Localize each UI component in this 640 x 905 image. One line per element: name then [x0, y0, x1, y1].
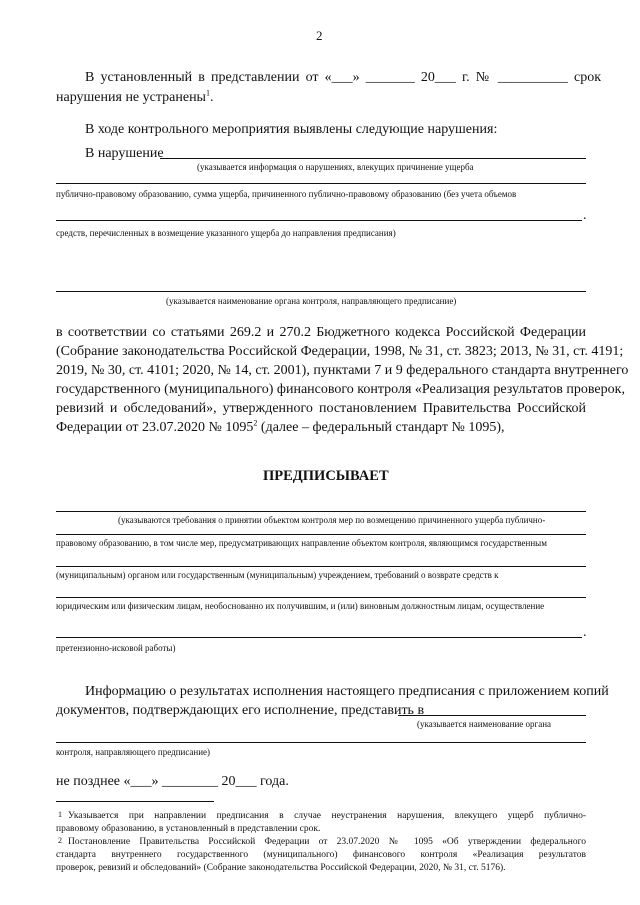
deadline-line — [56, 774, 289, 790]
deadline-blank-year: ___ — [235, 774, 257, 789]
req-hint-1: (указываются требования о принятии объектом контроля мер по возмещению причиненного ущерба публично- — [118, 515, 546, 525]
footnote-1-line-1: Указывается при направлении предписания в случае неустранения нарушения, влекущего ущерб публично- — [68, 811, 586, 821]
intro-blank-month: _______ — [365, 70, 415, 85]
info-authority-line-2 — [56, 742, 586, 743]
deadline-mid: » — [151, 774, 163, 789]
hint-violation: (указывается информация о нарушениях, влекущих причинение ущерба — [197, 162, 474, 172]
info-line-2: документов, подтверждающих его исполнение, представить в — [56, 703, 425, 718]
req-line-5 — [56, 637, 582, 638]
intro-line-2-period: . — [209, 90, 214, 105]
req-line-1 — [56, 511, 586, 512]
footnote-2-line-1: Постановление Правительства Российской Федерации от 23.07.2020 № 1095 «Об утверждении федерального — [68, 837, 586, 847]
req-line-4 — [56, 597, 586, 598]
legal-line-1: в соответствии со статьями 269.2 и 270.2 Бюджетного кодекса Российской Федерации — [56, 325, 586, 340]
deadline-blank-day: ___ — [130, 774, 152, 789]
footnote-1-mark: 1 — [58, 810, 62, 819]
info-authority-line — [398, 715, 586, 716]
req-hint-3: (муниципальным) органом или государственным (муниципальным) учреждением, требований о возврате средств к — [56, 570, 499, 580]
req-hint-5: претензионно-исковой работы) — [56, 643, 176, 653]
intro-line-2-text: нарушения не устранены — [56, 90, 206, 105]
page-number: 2 — [316, 28, 323, 43]
legal-line-5: ревизий и обследований», утвержденного постановлением Правительства Российской — [56, 401, 586, 416]
violations-heading: В ходе контрольного мероприятия выявлены следующие нарушения: — [85, 122, 498, 137]
hint-damage-2: средств, перечисленных в возмещение указанного ущерба до направления предписания) — [56, 228, 396, 238]
hint-info-authority-2: контроля, направляющего предписание) — [56, 747, 211, 757]
intro-line-2 — [56, 90, 213, 106]
intro-year: 20 — [420, 70, 435, 85]
damage-line-1 — [56, 183, 586, 184]
deadline-blank-month: ________ — [162, 774, 219, 789]
req-hint-4: юридическим или физическим лицам, необоснованно их получившим, и (или) виновным должностным лицам, осуществление — [56, 601, 545, 611]
violation-line — [160, 158, 586, 159]
deadline-year: 20 — [218, 774, 236, 789]
info-line-1: Информацию о результатах исполнения настоящего предписания с приложением копий — [85, 684, 609, 699]
damage-line-2-dot: . — [583, 208, 587, 223]
prescribes-heading: ПРЕДПИСЫВАЕТ — [263, 468, 389, 484]
deadline-end: года. — [256, 774, 289, 789]
legal-line-4: государственного (муниципального) финансового контроля «Реализация результатов проверок, — [56, 382, 625, 397]
req-hint-2: правовому образованию, в том числе мер, предусматривающих направление объектом контроля, являющимся государственным — [56, 538, 547, 548]
violation-label: В нарушение — [85, 146, 164, 161]
footnote-ref-2: 2 — [253, 418, 258, 428]
req-line-5-dot: . — [583, 625, 587, 640]
hint-damage-1: публично-правовому образованию, сумма ущерба, причиненного публично-правовому образованию (без учета объемов — [56, 189, 517, 199]
legal-line-3: 2019, № 30, ст. 4101; 2020, № 14, ст. 2001), пунктами 7 и 9 федерального стандарта внутреннего — [56, 363, 629, 378]
damage-line-2 — [56, 220, 582, 221]
hint-info-authority: (указывается наименование органа — [417, 719, 552, 729]
intro-text-start: В установленный в представлении от « — [85, 70, 332, 85]
intro-blank-num: __________ — [497, 70, 568, 85]
intro-text-end: срок — [567, 70, 602, 85]
intro-text-num: г. № — [455, 70, 498, 85]
req-line-3 — [56, 566, 586, 567]
legal-line-6-end: (далее – федеральный стандарт № 1095), — [257, 420, 505, 435]
footnote-separator — [56, 801, 214, 802]
hint-authority: (указывается наименование органа контроля, направляющего предписание) — [166, 296, 457, 306]
footnote-1-line-2: правовому образованию, в установленный в представлении срок. — [56, 824, 321, 834]
footnote-2-mark: 2 — [58, 836, 62, 845]
authority-line — [56, 291, 586, 292]
deadline-start: не позднее « — [56, 774, 131, 789]
intro-line-1 — [85, 70, 601, 86]
legal-line-6-start: Федерации от 23.07.2020 № 1095 — [56, 420, 254, 435]
intro-blank-day: ___ — [331, 70, 353, 85]
legal-line-6 — [56, 420, 505, 436]
req-line-2 — [56, 534, 586, 535]
footnote-ref-1: 1 — [205, 88, 210, 98]
intro-text-mid: » — [352, 70, 366, 85]
footnote-2-line-3: проверок, ревизий и обследований» (Собрание законодательства Российской Федерации, 2020, № 31, ст. 5176). — [56, 863, 506, 873]
footnote-2-line-2: стандарта внутреннего государственного (муниципального) финансового контроля «Реализация результатов — [56, 850, 586, 860]
legal-line-2: (Собрание законодательства Российской Федерации, 1998, № 31, ст. 3823; 2013, № 31, ст. 4191; — [56, 344, 624, 359]
intro-blank-year: ___ — [434, 70, 456, 85]
